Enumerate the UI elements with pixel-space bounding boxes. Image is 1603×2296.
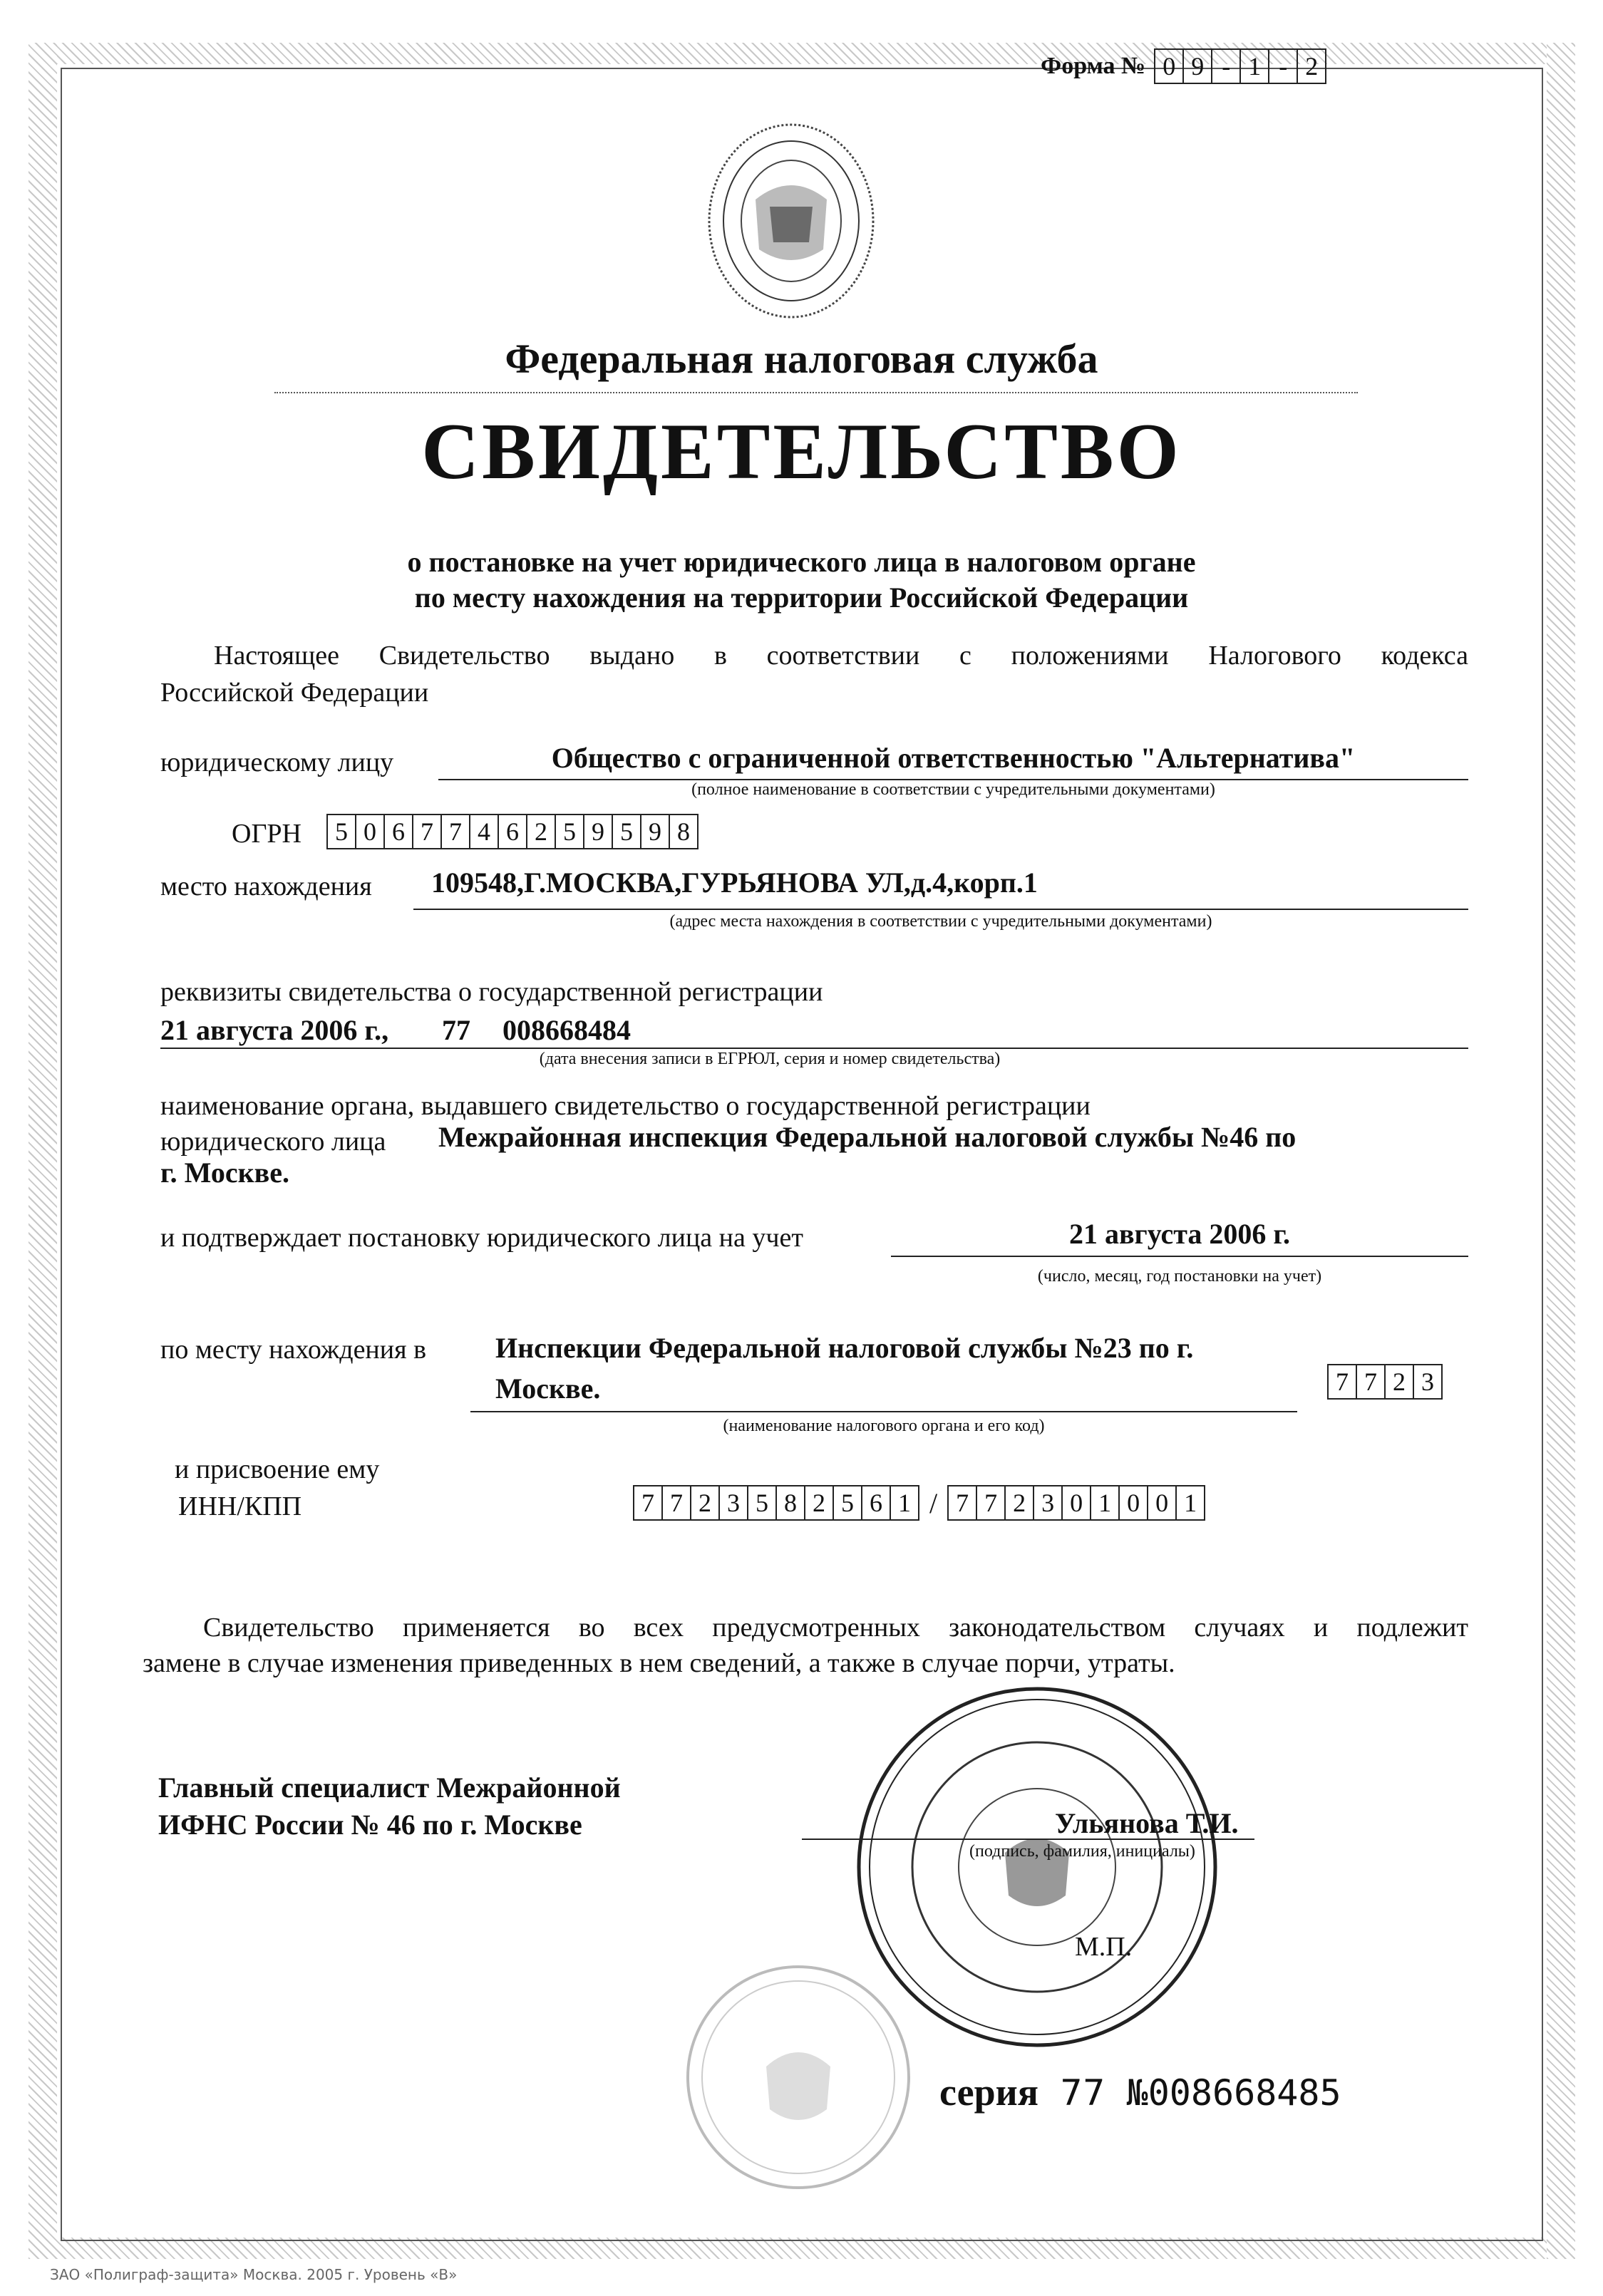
agency-name: Федеральная налоговая служба	[505, 336, 1098, 382]
form-label: Форма №	[1041, 53, 1146, 79]
serial-series: 77	[1059, 2072, 1105, 2114]
signature-underline	[802, 1839, 1254, 1840]
inn-kpp-row	[633, 1485, 1205, 1521]
inn-digit: 2	[691, 1486, 720, 1519]
ogrn-digit: 7	[413, 815, 442, 848]
kpp-digit: 7	[949, 1486, 977, 1519]
tax-office-code-digit: 3	[1421, 1367, 1434, 1396]
ogrn-digit: 5	[613, 815, 641, 848]
embossed-seal	[681, 1960, 916, 2195]
tax-service-emblem	[706, 121, 877, 321]
inn-digit: 7	[663, 1486, 691, 1519]
kpp-digit: 2	[1006, 1486, 1034, 1519]
tax-office-code-digit: 7	[1357, 1365, 1386, 1398]
confirmation-caption: (число, месяц, год постановки на учет)	[1037, 1267, 1322, 1286]
serial-number: №008668485	[1126, 2072, 1341, 2114]
registration-date: 21 августа 2006 г.,	[160, 1014, 389, 1046]
registration-caption: (дата внесения записи в ЕГРЮЛ, серия и номер свидетельства)	[539, 1050, 1001, 1068]
confirmation-date: 21 августа 2006 г.	[1068, 1218, 1291, 1250]
signature-caption: (подпись, фамилия, инициалы)	[969, 1842, 1195, 1861]
form-code-boxes	[1154, 48, 1326, 84]
inn-boxes	[633, 1485, 919, 1521]
inn-digit: 8	[777, 1486, 805, 1519]
signatory-position-line1: Главный специалист Межрайонной	[158, 1772, 621, 1804]
inn-digit: 5	[834, 1486, 862, 1519]
ogrn-digit: 4	[470, 815, 499, 848]
kpp-digit: 0	[1148, 1486, 1177, 1519]
ogrn-digit: 5	[556, 815, 584, 848]
inn-digit: 2	[805, 1486, 834, 1519]
kpp-digit: 7	[977, 1486, 1006, 1519]
tax-office-code-digit: 7	[1329, 1365, 1357, 1398]
ogrn-boxes	[326, 814, 699, 849]
location-label: место нахождения	[160, 872, 372, 901]
kpp-digit: 0	[1063, 1486, 1091, 1519]
entity-name: Общество с ограниченной ответственностью "Альтернатива"	[551, 742, 1356, 774]
entity-caption: (полное наименование в соответствии с учредительными документами)	[691, 780, 1215, 799]
ogrn-digit: 7	[442, 815, 470, 848]
signatory-name: Ульянова Т.И.	[1055, 1807, 1239, 1839]
inn-digit: 1	[898, 1489, 911, 1517]
header-rule	[274, 392, 1358, 393]
inn-digit: 7	[634, 1486, 663, 1519]
issuer-name-line1: Межрайонная инспекция Федеральной налоговой службы №46 по	[438, 1121, 1297, 1153]
entity-label: юридическому лицу	[160, 748, 394, 777]
confirmation-underline	[891, 1256, 1468, 1257]
document-title: СВИДЕТЕЛЬСТВО	[421, 408, 1182, 496]
tax-office-code-digit: 2	[1386, 1365, 1414, 1398]
ogrn-label: ОГРН	[232, 819, 301, 849]
location-caption: (адрес места нахождения в соответствии с учредительными документами)	[669, 912, 1212, 931]
form-code-digit: 1	[1241, 50, 1269, 83]
form-code-digit: -	[1212, 50, 1241, 83]
registration-underline	[160, 1048, 1468, 1049]
ogrn-digit: 0	[356, 815, 385, 848]
issuer-label-line1: наименование органа, выдавшего свидетельство о государственной регистрации	[160, 1091, 1091, 1121]
kpp-digit: 0	[1120, 1486, 1148, 1519]
ogrn-digit: 8	[677, 817, 690, 846]
kpp-digit: 1	[1184, 1489, 1197, 1517]
serial-label: серия	[939, 2071, 1038, 2114]
location-address: 109548,Г.МОСКВА,ГУРЬЯНОВА УЛ,д.4,корп.1	[431, 867, 1038, 899]
subtitle-line2: по месту нахождения на территории Российской Федерации	[414, 581, 1189, 614]
tax-office-line1: Инспекции Федеральной налоговой службы №23 по г.	[495, 1332, 1194, 1364]
inn-digit: 6	[862, 1486, 891, 1519]
inn-kpp-label-line2: ИНН/КПП	[178, 1491, 302, 1521]
form-number	[1041, 48, 1326, 84]
form-code-digit: 9	[1184, 50, 1212, 83]
registration-number: 008668484	[502, 1014, 631, 1046]
intro-line1: Настоящее Свидетельство выдано в соответствии с положениями Налогового кодекса	[214, 641, 1468, 671]
ogrn-digit: 2	[527, 815, 556, 848]
registration-series: 77	[442, 1014, 470, 1046]
ogrn-digit: 9	[584, 815, 613, 848]
signatory-position-line2: ИФНС России № 46 по г. Москве	[158, 1809, 582, 1841]
kpp-digit: 3	[1034, 1486, 1063, 1519]
issuer-name-line2: г. Москве.	[160, 1157, 290, 1189]
location-underline	[413, 909, 1468, 910]
inn-digit: 5	[748, 1486, 777, 1519]
stamp-place: М.П.	[1075, 1932, 1133, 1962]
form-code-digit: 0	[1155, 50, 1184, 83]
ogrn-digit: 5	[328, 815, 356, 848]
issuer-label-line2: юридического лица	[160, 1127, 386, 1157]
tax-office-label: по месту нахождения в	[160, 1335, 427, 1365]
closing-line1: Свидетельство применяется во всех предусмотренных законодательством случаях и подлежит	[203, 1613, 1468, 1643]
kpp-digit: 1	[1091, 1486, 1120, 1519]
inn-kpp-separator: /	[929, 1486, 938, 1519]
inn-digit: 3	[720, 1486, 748, 1519]
tax-office-line2: Москве.	[495, 1372, 601, 1405]
intro-line2: Российской Федерации	[160, 678, 429, 708]
subtitle-line1: о постановке на учет юридического лица в налоговом органе	[407, 546, 1196, 578]
confirmation-label: и подтверждает постановку юридического лица на учет	[160, 1223, 803, 1253]
border-top	[29, 43, 1575, 64]
registration-label: реквизиты свидетельства о государственной регистрации	[160, 977, 823, 1007]
ogrn-digit: 6	[499, 815, 527, 848]
tax-office-caption: (наименование налогового органа и его код)	[723, 1417, 1045, 1435]
form-code-digit: -	[1269, 50, 1298, 83]
ogrn-digit: 9	[641, 815, 670, 848]
tax-office-code-boxes	[1327, 1364, 1443, 1400]
kpp-boxes	[947, 1485, 1205, 1521]
ogrn-digit: 6	[385, 815, 413, 848]
printer-footer: ЗАО «Полиграф-защита» Москва. 2005 г. Уровень «В»	[50, 2266, 458, 2283]
tax-office-underline	[470, 1411, 1297, 1412]
form-code-digit: 2	[1305, 52, 1319, 81]
inn-kpp-label-line1: и присвоение ему	[175, 1454, 380, 1484]
closing-line2: замене в случае изменения приведенных в нем сведений, а также в случае порчи, утраты.	[143, 1648, 1175, 1678]
serial-block	[939, 2070, 1341, 2114]
